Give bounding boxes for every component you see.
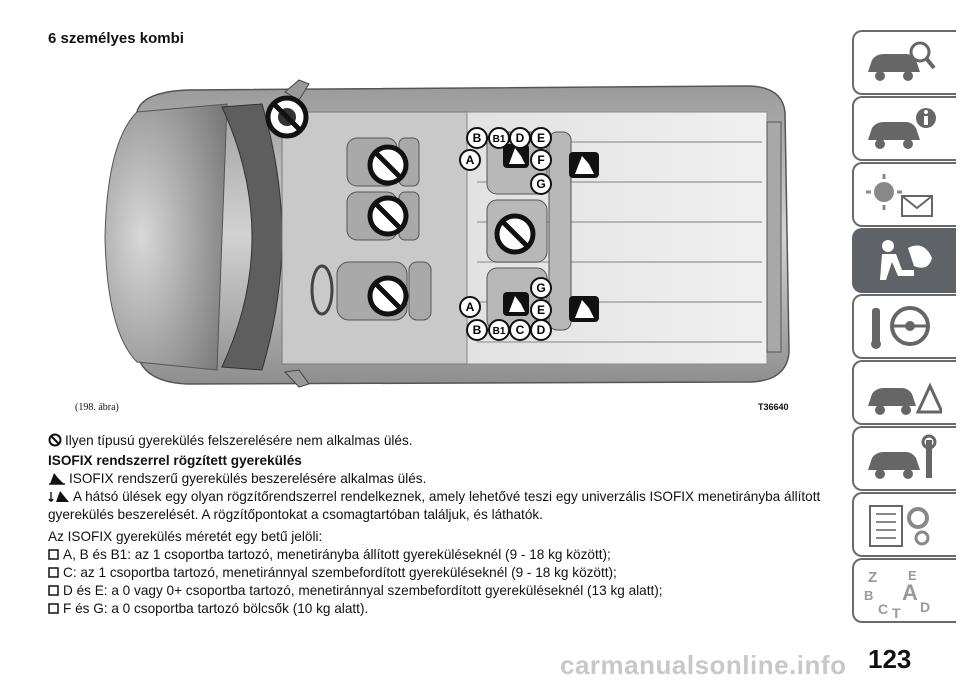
body-text — [48, 432, 838, 618]
tab-car-search[interactable] — [852, 30, 956, 95]
tab-maintenance[interactable] — [852, 426, 956, 491]
rear-seats-text-1: A hátsó ülések egy olyan rögzítőrendszerrel rendelkeznek, amely lehetővé teszi egy univerzális ISOFIX menetirányba állított — [73, 489, 821, 504]
tab-safety[interactable] — [852, 228, 956, 293]
tab-warning-lights[interactable] — [852, 162, 956, 227]
car-service-icon — [862, 434, 942, 484]
tab-technical-data[interactable] — [852, 492, 956, 557]
page-number: 123 — [868, 644, 912, 674]
not-suitable-text: Ilyen típusú gyerekülés felszerelésére nem alkalmas ülés. — [65, 433, 413, 448]
figure-code: T36640 — [758, 402, 789, 412]
index-letter-a: A — [902, 580, 918, 605]
bullet-text-fg: F és G: a 0 csoportba tartozó bölcsők (10 kg alatt). — [63, 601, 369, 616]
watermark: carmanualsonline.info — [560, 650, 847, 680]
badge-top-f: F — [537, 153, 545, 167]
checkbox-bullet-icon — [48, 585, 59, 596]
technical-data-icon — [862, 500, 942, 550]
badge-top-e: E — [536, 131, 546, 145]
badge-top-b1: B1 — [492, 134, 506, 145]
index-letter-b: B — [864, 588, 874, 603]
warning-lights-icon — [862, 170, 942, 220]
airbag-seat-icon — [862, 236, 942, 286]
badge-bottom-g: G — [536, 281, 546, 295]
tab-index[interactable] — [852, 558, 956, 623]
car-search-icon — [862, 38, 942, 88]
bullet-item — [48, 582, 838, 600]
rear-seats-text-2: gyerekülés beszerelését. A rögzítőpontokat a csomagtartóban találjuk, és láthatók. — [48, 507, 543, 522]
index-letter-c: C — [878, 601, 889, 617]
badge-top-g: G — [536, 177, 546, 191]
index-letters-icon — [862, 566, 942, 620]
isofix-suitable-text: ISOFIX rendszerű gyerekülés beszerelésére alkalmas ülés. — [69, 471, 427, 486]
badge-top-b: B — [472, 131, 482, 145]
key-steering-icon — [862, 302, 942, 352]
badge-top-d: D — [515, 131, 525, 145]
badge-bottom-c: C — [515, 323, 525, 337]
bullet-text-c: C: az 1 csoportba tartozó, menetiránnyal szembefordított gyereküléseknél (9 - 18 kg között); — [63, 565, 617, 580]
isofix-seat-icon — [48, 471, 66, 485]
badge-bottom-e: E — [536, 303, 546, 317]
rear-seats-line — [48, 488, 838, 506]
bullet-item — [48, 546, 838, 564]
badge-bottom-d: D — [536, 323, 546, 337]
isofix-anchor-icon — [48, 489, 70, 503]
not-suitable-line — [48, 432, 838, 450]
tab-emergency[interactable] — [852, 360, 956, 425]
checkbox-bullet-icon — [48, 567, 59, 578]
bullet-item — [48, 564, 838, 582]
vehicle-figure — [47, 52, 818, 420]
badge-bottom-b: B — [472, 323, 482, 337]
prohibit-icon — [48, 433, 62, 447]
checkbox-bullet-icon — [48, 549, 59, 560]
van-top-view-illustration — [47, 52, 818, 420]
isofix-suitable-line — [48, 470, 838, 488]
index-letter-t: T — [892, 605, 901, 620]
badge-bottom-a: A — [465, 300, 475, 314]
index-letter-z: Z — [868, 569, 878, 586]
badge-top-a: A — [465, 153, 475, 167]
isofix-heading: ISOFIX rendszerrel rögzített gyerekülés — [48, 453, 302, 468]
car-breakdown-icon — [862, 368, 942, 418]
tab-starting-driving[interactable] — [852, 294, 956, 359]
badge-bottom-b1: B1 — [492, 326, 506, 337]
index-letter-d: D — [920, 599, 931, 615]
chapter-sidebar — [852, 30, 960, 630]
section-title: 6 személyes kombi — [48, 30, 184, 47]
size-intro: Az ISOFIX gyerekülés méretét egy betű jelöli: — [48, 529, 323, 544]
bullet-text-ab: A, B és B1: az 1 csoportba tartozó, menetirányba állított gyereküléseknél (9 - 18 kg között); — [63, 547, 611, 562]
bullet-item — [48, 600, 838, 618]
bullet-text-de: D és E: a 0 vagy 0+ csoportba tartozó, menetiránnyal szembefordított gyereküléseknél (13 kg alatt); — [63, 583, 663, 598]
car-info-icon — [862, 104, 942, 154]
index-letter-e: E — [908, 568, 917, 583]
figure-caption: (198. ábra) — [75, 402, 119, 413]
tab-car-info[interactable] — [852, 96, 956, 161]
checkbox-bullet-icon — [48, 603, 59, 614]
